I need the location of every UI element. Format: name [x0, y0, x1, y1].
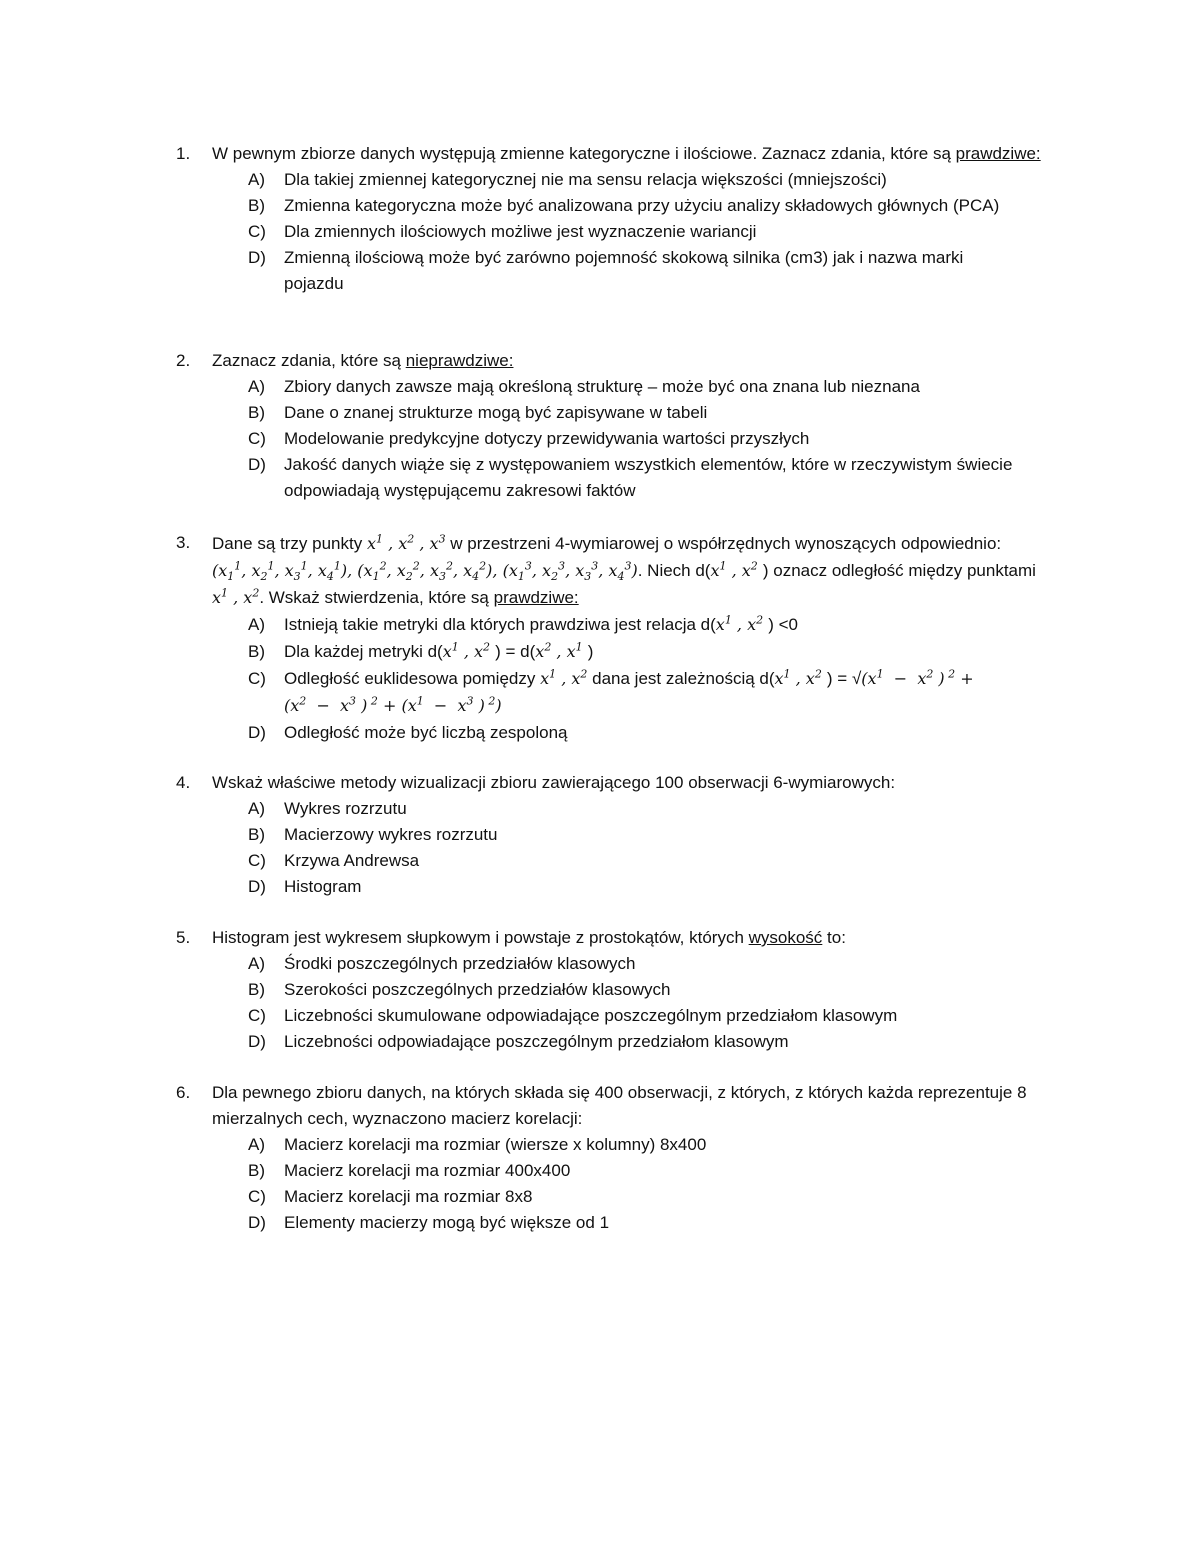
options-list: [248, 951, 1076, 1055]
question-text: Zaznacz zdania, które są nieprawdziwe:: [212, 351, 514, 370]
options-list: [248, 1132, 1076, 1236]
option-c: C) Macierz korelacji ma rozmiar 8x8: [248, 1187, 533, 1206]
question-number: 3.: [176, 533, 191, 552]
options-list: [248, 796, 1076, 900]
option-a: A) Środki poszczególnych przedziałów klasowych: [248, 954, 636, 973]
question-text: Wskaż właściwe metody wizualizacji zbioru zawierającego 100 obserwacji 6-wymiarowych:: [212, 773, 896, 792]
emphasis: nieprawdziwe:: [405, 351, 514, 370]
math-expression: $x^1$ , $x^2$ , $x^3$: [366, 532, 446, 553]
option-a: A) Wykres rozrzutu: [248, 799, 407, 818]
emphasis: prawdziwe:: [955, 144, 1041, 163]
question-text: Dla pewnego zbioru danych, na których składa się 400 obserwacji, z których, z których każda reprezentuje 8 mierzalnych cech, wyznaczono macierz korelacji:: [212, 1083, 1027, 1128]
option-b: B) Zmienna kategoryczna może być analizowana przy użyciu analizy składowych głównych (PCA): [248, 196, 1000, 215]
question-number: 4.: [176, 773, 191, 792]
math-expression: $x^1$ , $x^2$: [710, 559, 758, 580]
math-expression: ($x_1^1$, $x_2^1$, $x_3^1$, $x_4^1$), ($x_1^2$, $x_2^2$, $x_3^2$, $x_4^2$), ($x_1^3$, $x_2^3$, $x_3^3$, $x_4^3$): [212, 559, 638, 584]
option-a: A) Macierz korelacji ma rozmiar (wiersze x kolumny) 8x400: [248, 1135, 707, 1154]
option-d: D) Jakość danych wiąże się z występowaniem wszystkich elementów, które w rzeczywistym świecie odpowiadają występującemu zakresowi faktów: [248, 455, 1013, 500]
option-a: A) Istnieją takie metryki dla których prawdziwa jest relacja $d(x^1$ , $x^2$ ) <0: [248, 613, 798, 634]
question-number: 6.: [176, 1083, 191, 1102]
options-list: [248, 167, 1076, 297]
option-c: C) Dla zmiennych ilościowych możliwe jest wyznaczenie wariancji: [248, 222, 757, 241]
option-d: D) Histogram: [248, 877, 362, 896]
options-list: [248, 374, 1076, 504]
option-c: C) Modelowanie predykcyjne dotyczy przewidywania wartości przyszłych: [248, 429, 810, 448]
question-text: Dane są trzy punkty $x^1$ , $x^2$ , $x^3$ w przestrzeni 4-wymiarowej o współrzędnych wynoszących odpowiednio: ($x_1^1$, $x_2^1$, $x_3^1$, $x_4^1$), ($x_1^2$, $x_2^2$, $x_3^2$, $x_4^2$), ($x_1^3$, $x_2^3$, $x_3^3$, $x_4^3$). Niech $d(x^1$ , $x^2$ ) oznacz odległość między punktami $x^1$ , $x^2$. Wskaż stwierdzenia, które są prawdziwe:: [212, 532, 1036, 607]
option-c: C) Liczebności skumulowane odpowiadające poszczególnym przedziałom klasowym: [248, 1006, 898, 1025]
question-number: 1.: [176, 144, 191, 163]
question-1: [176, 141, 1076, 297]
option-d: D) Odległość może być liczbą zespoloną: [248, 723, 568, 742]
question-text: Histogram jest wykresem słupkowym i powstaje z prostokątów, których wysokość to:: [212, 928, 846, 947]
math-expression: $x^1$ , $x^2$: [212, 586, 260, 607]
options-list: [248, 611, 1076, 746]
option-d: D) Zmienną ilościową może być zarówno pojemność skokową silnika (cm3) jak i nazwa marki pojazdu: [248, 248, 964, 293]
question-number: 5.: [176, 928, 191, 947]
option-d: D) Elementy macierzy mogą być większe od 1: [248, 1213, 610, 1232]
option-b: B) Dla każdej metryki $d(x^1$ , $x^2$ ) = $d(x^2$ , $x^1$ ): [248, 640, 594, 661]
option-b: B) Dane o znanej strukturze mogą być zapisywane w tabeli: [248, 403, 708, 422]
emphasis: wysokość: [748, 928, 823, 947]
option-c: C) Krzywa Andrewsa: [248, 851, 420, 870]
question-4: [176, 770, 1076, 900]
option-a: A) Zbiory danych zawsze mają określoną strukturę – może być ona znana lub nieznana: [248, 377, 920, 396]
option-b: B) Szerokości poszczególnych przedziałów klasowych: [248, 980, 671, 999]
question-5: [176, 925, 1076, 1055]
question-6: [176, 1080, 1076, 1236]
question-text: W pewnym zbiorze danych występują zmienne kategoryczne i ilościowe. Zaznacz zdania, które są prawdziwe:: [212, 144, 1041, 163]
option-c: C) Odległość euklidesowa pomiędzy $x^1$ , $x^2$ dana jest zależnością $d(x^1$ , $x^2$ ) = $√(x^1 - x^2$ ) $^2$ + ($x^2 - x^3$ ) $^2 + (x^1 - x^3$ ) $^2$): [248, 667, 974, 715]
option-d: D) Liczebności odpowiadające poszczególnym przedziałom klasowym: [248, 1032, 789, 1051]
emphasis: prawdziwe:: [493, 588, 579, 607]
option-a: A) Dla takiej zmiennej kategorycznej nie ma sensu relacja większości (mniejszości): [248, 170, 887, 189]
question-number: 2.: [176, 351, 191, 370]
question-3: [176, 530, 1076, 746]
option-b: B) Macierzowy wykres rozrzutu: [248, 825, 498, 844]
option-b: B) Macierz korelacji ma rozmiar 400x400: [248, 1161, 571, 1180]
question-2: [176, 348, 1076, 504]
